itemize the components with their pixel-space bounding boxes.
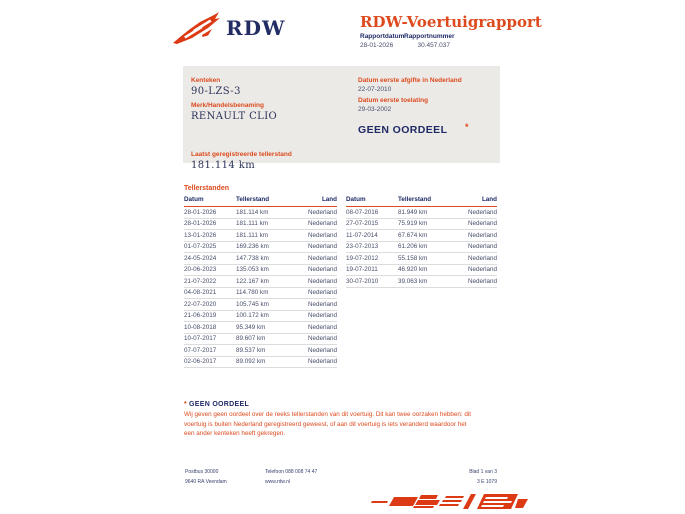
header-tellerstand: Tellerstand [236, 196, 270, 203]
table-cell: Nederland [467, 254, 497, 262]
eerste-afgifte-value: 22-07-2010 [358, 86, 392, 93]
table-cell: 01-07-2025 [184, 243, 217, 251]
table-cell: 24-05-2024 [184, 254, 217, 262]
table-cell: 10-07-2017 [184, 335, 217, 343]
header-land: Land [481, 196, 497, 203]
table-cell: 39.063 km [398, 277, 428, 285]
table-cell: Nederland [307, 277, 337, 285]
rdw-logo [172, 10, 285, 46]
report-date-block [360, 32, 404, 50]
table-row [184, 265, 337, 277]
footer-contact [265, 467, 317, 487]
table-cell: 08-07-2016 [346, 208, 379, 216]
table-cell: 61.206 km [398, 243, 428, 251]
table-cell: 07-07-2017 [184, 346, 217, 354]
table-row [184, 207, 337, 219]
table-row [346, 276, 497, 288]
kenteken-label: Kenteken [191, 77, 221, 84]
table-cell: 81.949 km [398, 208, 428, 216]
table-row [346, 242, 497, 254]
table-row [184, 299, 337, 311]
table-cell: Nederland [467, 231, 497, 239]
odometer-table-right [346, 195, 497, 288]
table-row [346, 265, 497, 277]
footer-postbus: Postbus 30000 [185, 469, 219, 475]
table-cell: 02-06-2017 [184, 358, 217, 366]
table-row [184, 357, 337, 369]
table-row [184, 334, 337, 346]
table-body [184, 207, 337, 368]
table-cell: 28-01-2026 [184, 220, 217, 228]
table-cell: 21-07-2022 [184, 277, 217, 285]
table-cell: 135.053 km [236, 266, 269, 274]
table-cell: 20-06-2023 [184, 266, 217, 274]
vehicle-summary-box [183, 66, 500, 171]
table-cell: 19-07-2011 [346, 266, 378, 274]
table-cell: 11-07-2014 [346, 231, 378, 239]
report-number-block [404, 32, 455, 50]
table-cell: 169.236 km [236, 243, 269, 251]
eerste-toelating-label: Datum eerste toelating [358, 97, 429, 104]
vehicle-summary-left [191, 74, 292, 175]
table-cell: 46.920 km [398, 266, 428, 274]
table-body [346, 207, 497, 288]
table-row [346, 207, 497, 219]
table-cell: 89.607 km [236, 335, 266, 343]
table-cell: 55.158 km [398, 254, 428, 262]
table-cell: Nederland [307, 323, 337, 331]
table-cell: Nederland [307, 243, 337, 251]
footer-website: www.rdw.nl [265, 479, 291, 485]
table-cell: 181.114 km [236, 208, 269, 216]
table-cell: 181.111 km [236, 231, 268, 239]
table-cell: 21-06-2019 [184, 312, 217, 320]
table-row [184, 219, 337, 231]
footnote-asterisk: * [184, 401, 188, 408]
table-header-row [184, 195, 337, 207]
table-row [184, 230, 337, 242]
oordeel-asterisk: * [465, 122, 469, 132]
header-land: Land [321, 196, 337, 203]
table-cell: Nederland [307, 300, 337, 308]
table-cell: 04-08-2021 [184, 289, 217, 297]
table-cell: 105.745 km [236, 300, 269, 308]
table-cell: 181.111 km [236, 220, 268, 228]
table-cell: 89.092 km [236, 358, 266, 366]
footer-city: 9640 RA Veendam [185, 479, 227, 485]
footer-page-number: Blad 1 van 3 [469, 469, 497, 475]
table-cell: 89.537 km [236, 346, 266, 354]
merk-label: Merk/Handelsbenaming [191, 102, 264, 109]
oordeel-status: GEEN OORDEEL [358, 124, 448, 136]
table-row [184, 322, 337, 334]
eerste-afgifte-label: Datum eerste afgifte in Nederland [358, 77, 462, 84]
table-cell: 67.674 km [398, 231, 428, 239]
report-number-value: 30.457.037 [417, 42, 450, 49]
table-row [184, 253, 337, 265]
laatste-tellerstand-label: Laatst geregistreerde tellerstand [191, 151, 292, 158]
tellerstanden-title: Tellerstanden [184, 185, 229, 192]
footer-form-code: 3 E 1079 [476, 479, 497, 485]
table-cell: Nederland [467, 277, 497, 285]
eerste-toelating-value: 29-03-2002 [358, 106, 392, 113]
merk-value: RENAULT CLIO [191, 111, 278, 122]
report-date-label: Rapportdatum [360, 33, 405, 40]
report-date-value: 28-01-2026 [360, 42, 394, 49]
footer-phone: Telefoon 088 008 74 47 [265, 469, 318, 475]
footer-address [185, 467, 227, 487]
table-row [184, 311, 337, 323]
table-cell: Nederland [307, 289, 337, 297]
laatste-tellerstand-value: 181.114 km [191, 160, 256, 171]
table-cell: Nederland [467, 208, 497, 216]
table-cell: Nederland [467, 220, 497, 228]
table-cell: Nederland [307, 358, 337, 366]
header-datum: Datum [346, 196, 366, 203]
table-cell: 95.349 km [236, 323, 266, 331]
table-cell: 147.738 km [236, 254, 269, 262]
table-cell: Nederland [307, 208, 337, 216]
header-tellerstand: Tellerstand [398, 196, 432, 203]
odometer-table-left [184, 195, 337, 368]
table-cell: 22-07-2020 [184, 300, 217, 308]
rdw-stripes-graphic [368, 491, 533, 512]
footnote-heading-text: GEEN OORDEEL [189, 401, 250, 408]
table-cell: Nederland [467, 243, 497, 251]
rdw-logo-text: RDW [226, 16, 286, 40]
table-cell: 100.172 km [236, 312, 269, 320]
page-title: RDW-Voertuigrapport [360, 13, 542, 31]
table-cell: Nederland [307, 346, 337, 354]
table-cell: 30-07-2010 [346, 277, 379, 285]
table-row [184, 345, 337, 357]
kenteken-value: 90-LZS-3 [191, 86, 241, 97]
table-cell: 114.780 km [236, 289, 269, 297]
table-cell: 13-01-2026 [184, 231, 217, 239]
table-cell: Nederland [307, 220, 337, 228]
footnote-heading [184, 401, 474, 408]
table-cell: Nederland [307, 335, 337, 343]
vehicle-summary-right [358, 74, 462, 136]
table-cell: 10-08-2018 [184, 323, 217, 331]
table-row [346, 219, 497, 231]
footnote-body: Wij geven geen oordeel over de reeks tellerstanden van dit voertuig. Dit kan twee oorzaken hebben: dit voertuig is buiten Nederland geregistreerd geweest, of aan dit voertuig is iets veranderd waardoor het een ander kenteken heeft gekregen. [184, 411, 472, 437]
table-cell: 28-01-2026 [184, 208, 217, 216]
report-number-label: Rapportnummer [404, 33, 455, 40]
header-datum: Datum [184, 196, 204, 203]
table-cell: 122.167 km [236, 277, 269, 285]
table-cell: 19-07-2012 [346, 254, 379, 262]
table-row [184, 288, 337, 300]
table-row [346, 230, 497, 242]
geen-oordeel-footnote [184, 401, 474, 439]
table-cell: 75.919 km [398, 220, 428, 228]
table-row [346, 253, 497, 265]
rdw-wing-icon [172, 10, 220, 46]
table-row [184, 242, 337, 254]
table-cell: Nederland [307, 254, 337, 262]
table-cell: Nederland [467, 266, 497, 274]
table-row [184, 276, 337, 288]
table-cell: Nederland [307, 312, 337, 320]
table-cell: Nederland [307, 231, 337, 239]
table-cell: Nederland [307, 266, 337, 274]
table-cell: 23-07-2013 [346, 243, 379, 251]
table-header-row [346, 195, 497, 207]
table-cell: 27-07-2015 [346, 220, 379, 228]
footer-pagination [469, 467, 497, 487]
